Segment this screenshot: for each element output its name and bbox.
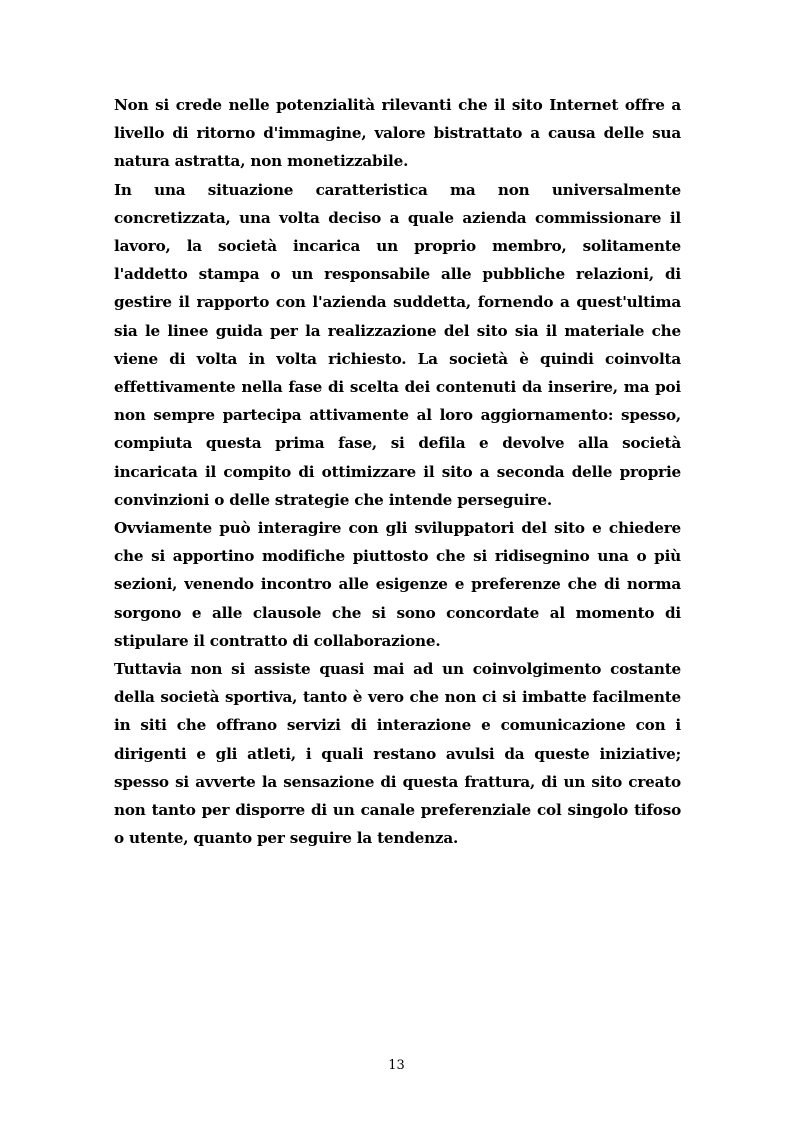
paragraph-2: In una situazione caratteristica ma non universalmente concretizzata, una volta deciso a quale azienda commissionare il lavoro, la società incarica un proprio membro, solitamente l'addetto stampa o un responsabile alle pubbliche relazioni, di gestire il rapporto con l'azienda suddetta, fornendo a quest'ultima sia le linee guida per la realizzazione del sito sia il materiale che viene di volta in volta richiesto. La società è quindi coinvolta effettivamente nella fase di scelta dei contenuti da inserire, ma poi non sempre partecipa attivamente al loro aggiornamento: spesso, compiuta questa prima fase, si defila e devolve alla società incaricata il compito di ottimizzare il sito a seconda delle proprie convinzioni o delle strategie che intende perseguire. xyxy=(114,180,681,509)
paragraph-3: Ovviamente può interagire con gli sviluppatori del sito e chiedere che si apportino modifiche piuttosto che si ridisegnino una o più sezioni, venendo incontro alle esigenze e preferenze che di norma sorgono e alle clausole che si sono concordate al momento di stipulare il contratto di collaborazione. xyxy=(114,519,681,650)
paragraph-4: Tuttavia non si assiste quasi mai ad un coinvolgimento costante della società sportiva, tanto è vero che non ci si imbatte facilmente in siti che offrano servizi di interazione e comunicazione con i dirigenti e gli atleti, i quali restano avulsi da queste iniziative; spesso si avverte la sensazione di questa frattura, di un sito creato non tanto per disporre di un canale preferenziale col singolo tifoso o utente, quanto per seguire la tendenza. xyxy=(114,660,681,848)
page-number: 13 xyxy=(388,1058,405,1073)
body-text xyxy=(114,91,681,852)
paragraph-1: Non si crede nelle potenzialità rilevanti che il sito Internet offre a livello di ritorno d'immagine, valore bistrattato a causa delle sua natura astratta, non monetizzabile. xyxy=(114,96,681,171)
